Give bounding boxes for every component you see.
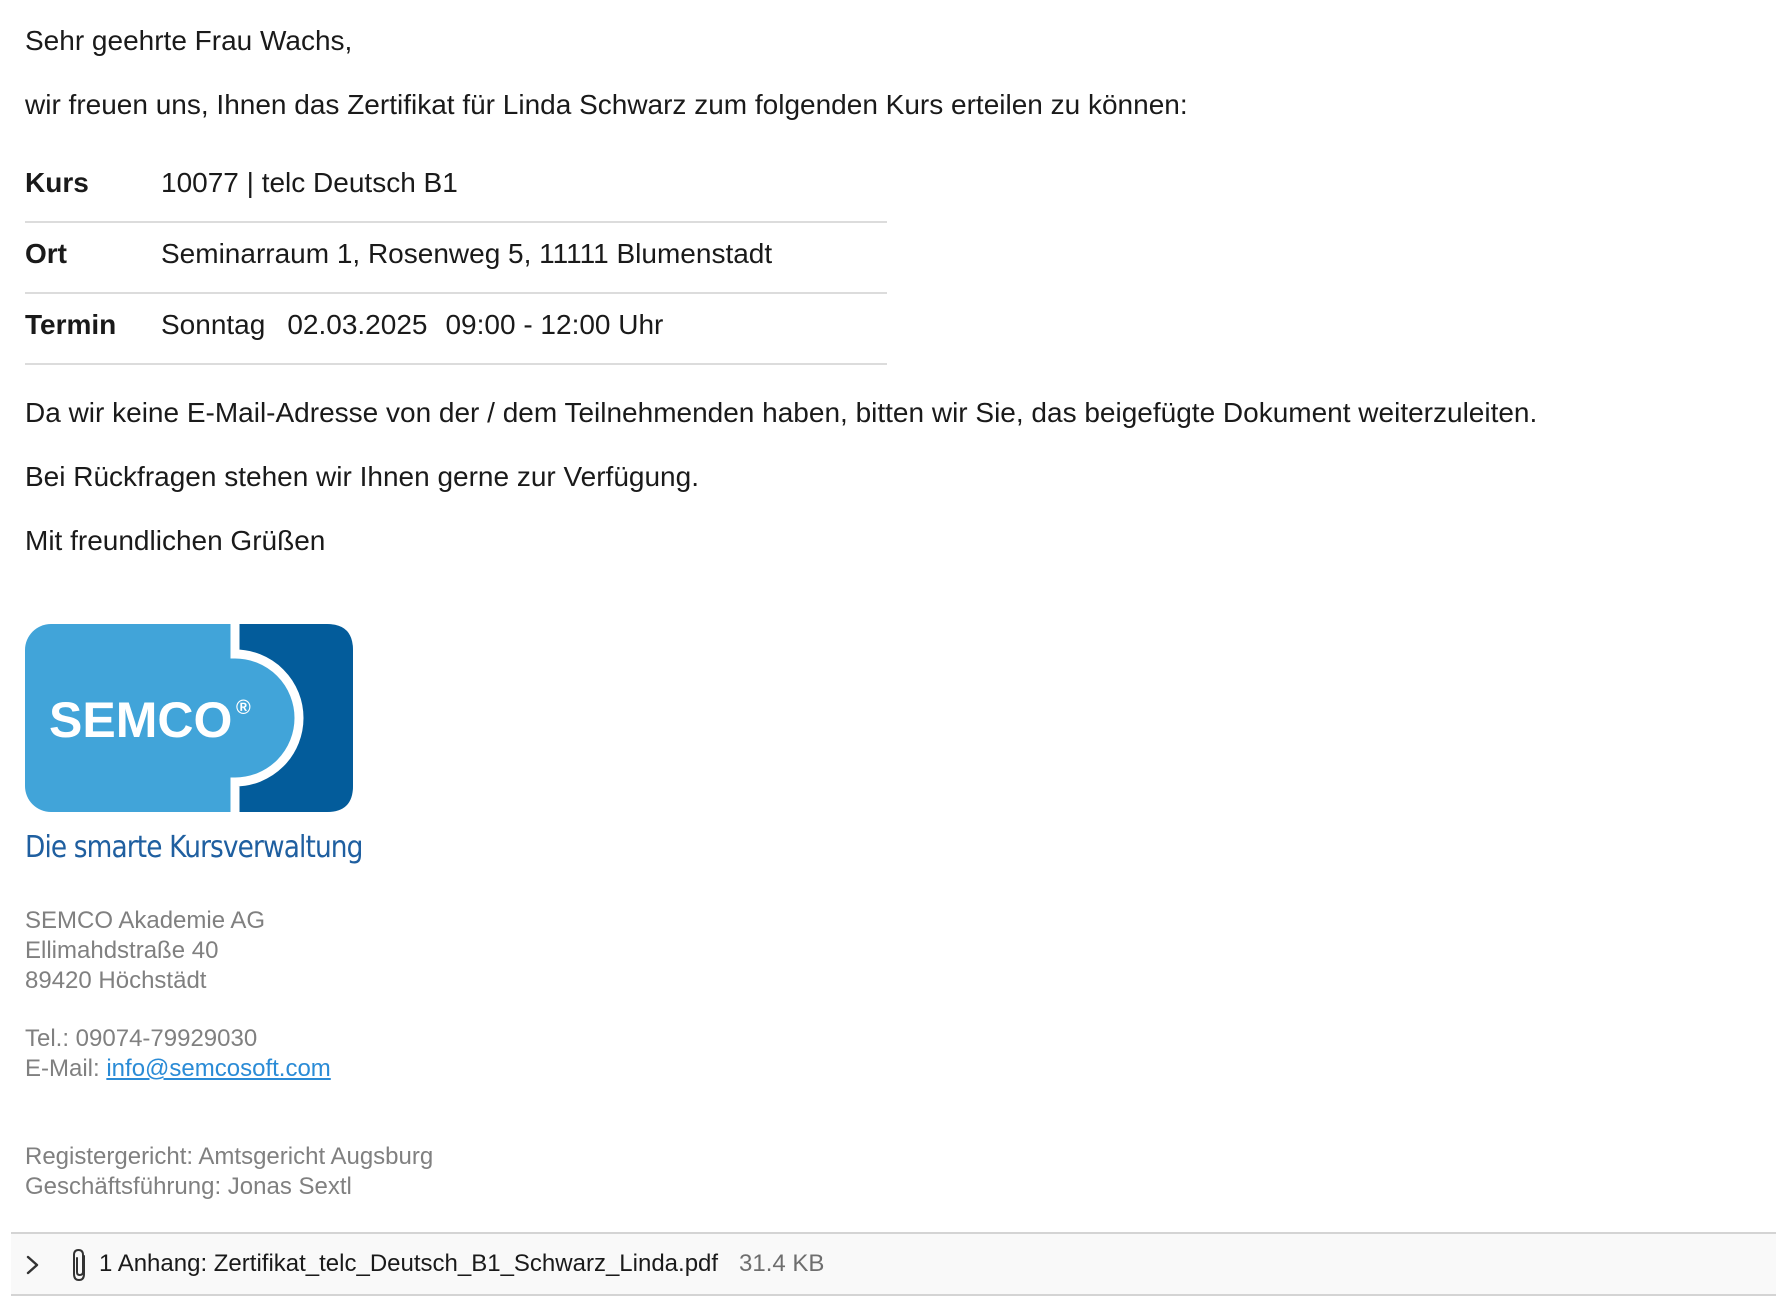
attachment-size: 31.4 KB bbox=[739, 1250, 825, 1277]
closing-text: Mit freundlichen Grüßen bbox=[25, 525, 326, 556]
signature-management: Geschäftsführung: Jonas Sextl bbox=[25, 1173, 352, 1200]
forward-request-text: Da wir keine E-Mail-Adresse von der / dem Teilnehmenden haben, bitten wir Sie, das beigefügte Dokument weiterzuleiten. bbox=[25, 397, 1538, 428]
date-time: 09:00 - 12:00 Uhr bbox=[445, 309, 664, 340]
date-row bbox=[25, 294, 887, 365]
signature-street: Ellimahdstraße 40 bbox=[25, 937, 219, 964]
signature-register-court: Registergericht: Amtsgericht Augsburg bbox=[25, 1143, 434, 1170]
course-value: 10077 | telc Deutsch B1 bbox=[161, 167, 458, 198]
paperclip-icon bbox=[67, 1247, 93, 1283]
signature-phone: Tel.: 09074-79929030 bbox=[25, 1025, 258, 1052]
date-value bbox=[161, 308, 663, 342]
date-label: Termin bbox=[25, 309, 117, 340]
course-label: Kurs bbox=[25, 167, 89, 198]
location-value: Seminarraum 1, Rosenweg 5, 11111 Blumenstadt bbox=[161, 238, 773, 269]
intro-text: wir freuen uns, Ihnen das Zertifikat für Linda Schwarz zum folgenden Kurs erteilen zu können: bbox=[25, 89, 1188, 120]
course-details-table bbox=[25, 152, 887, 365]
semco-logo bbox=[25, 624, 353, 812]
logo-text: SEMCO bbox=[49, 692, 233, 748]
date-date: 02.03.2025 bbox=[287, 309, 428, 340]
logo-tagline: Die smarte Kursverwaltung bbox=[25, 830, 363, 865]
questions-text: Bei Rückfragen stehen wir Ihnen gerne zur Verfügung. bbox=[25, 461, 699, 492]
signature-city: 89420 Höchstädt bbox=[25, 967, 207, 994]
logo-registered-mark: ® bbox=[236, 697, 251, 719]
chevron-right-icon[interactable] bbox=[21, 1250, 43, 1280]
signature-company: SEMCO Akademie AG bbox=[25, 907, 266, 934]
date-day: Sonntag bbox=[161, 309, 266, 340]
attachment-filename[interactable]: 1 Anhang: Zertifikat_telc_Deutsch_B1_Schwarz_Linda.pdf bbox=[99, 1250, 719, 1277]
location-row bbox=[25, 223, 887, 294]
attachment-bar[interactable] bbox=[11, 1232, 1776, 1296]
greeting-text: Sehr geehrte Frau Wachs, bbox=[25, 25, 353, 56]
location-label: Ort bbox=[25, 238, 67, 269]
signature-email-link[interactable]: info@semcosoft.com bbox=[106, 1055, 331, 1082]
signature-email bbox=[25, 1054, 331, 1084]
signature-email-label: E-Mail: bbox=[25, 1055, 107, 1082]
course-row bbox=[25, 152, 887, 223]
